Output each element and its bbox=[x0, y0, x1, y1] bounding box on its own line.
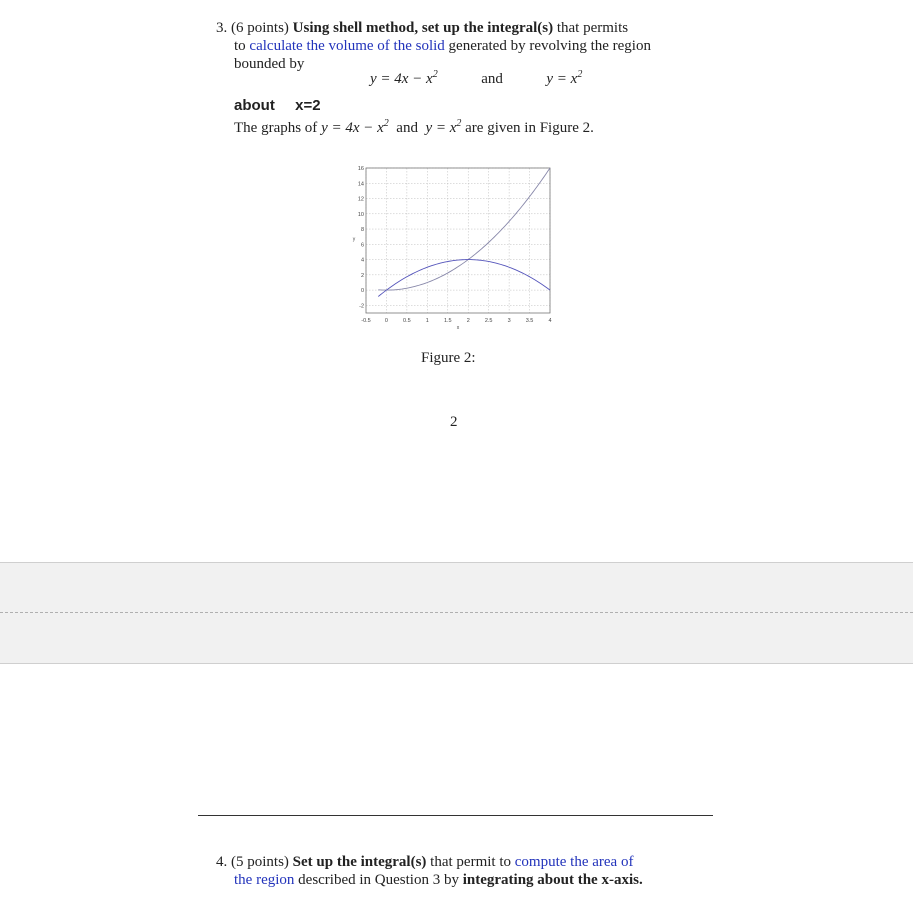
question-4 bbox=[216, 853, 713, 889]
question-points: (6 points) bbox=[231, 20, 289, 36]
about-line bbox=[234, 97, 321, 114]
y-tick-label: 4 bbox=[360, 257, 364, 264]
figure-caption: Figure 2: bbox=[421, 350, 476, 366]
x-tick-label: 4 bbox=[548, 318, 552, 324]
question-text: that permits bbox=[556, 20, 629, 36]
question-bold-phrase: Using shell method, set up the integral(s) bbox=[292, 20, 554, 36]
equation-and: and bbox=[481, 71, 503, 87]
page-number: 2 bbox=[450, 414, 458, 430]
question-text: described in Question 3 by bbox=[298, 872, 459, 888]
y-tick-label: 2 bbox=[360, 272, 364, 279]
x-tick-label: 0 bbox=[384, 318, 388, 324]
question-text: to bbox=[234, 38, 246, 54]
y-tick-label: 16 bbox=[357, 166, 364, 172]
question-points: (5 points) bbox=[231, 854, 289, 870]
y-tick-label: 12 bbox=[357, 196, 364, 203]
x-tick-label: 3.5 bbox=[525, 318, 534, 324]
graphs-statement: The graphs of $y = 4x - x^2$ and $y = x^2$ are given in Figure 2. bbox=[234, 118, 594, 136]
question-bold-phrase: integrating about the x-axis. bbox=[462, 872, 643, 888]
series-line-1 bbox=[378, 168, 550, 290]
x-tick-label: -0.5 bbox=[361, 318, 371, 324]
y-axis-label: y bbox=[352, 236, 356, 243]
x-axis-label: x bbox=[456, 325, 460, 331]
equation-row bbox=[370, 71, 582, 88]
y-tick-label: 10 bbox=[357, 211, 364, 218]
question-3 bbox=[216, 19, 713, 73]
y-tick-label: 6 bbox=[360, 242, 364, 249]
series-line-2 bbox=[378, 260, 550, 297]
about-label: about bbox=[234, 97, 275, 114]
page-break-band-top bbox=[0, 562, 913, 613]
page-break-band-bottom bbox=[0, 613, 913, 664]
chart-grid bbox=[366, 168, 550, 313]
chart-frame bbox=[366, 168, 550, 313]
equation-1: $y = 4x - x^2$ bbox=[370, 69, 438, 87]
y-tick-label: 0 bbox=[360, 288, 364, 295]
question-text: that permit to bbox=[430, 854, 511, 870]
question-number: 3. bbox=[216, 20, 228, 36]
x-tick-label: 1 bbox=[425, 318, 429, 324]
about-value: x=2 bbox=[295, 97, 321, 114]
question-text: generated by revolving the region bbox=[448, 38, 651, 54]
question-number: 4. bbox=[216, 854, 228, 870]
y-tick-label: -2 bbox=[359, 303, 364, 310]
question-bold-phrase: Set up the integral(s) bbox=[292, 854, 427, 870]
x-tick-label: 2 bbox=[466, 318, 470, 324]
horizontal-rule bbox=[198, 815, 713, 816]
y-tick-label: 14 bbox=[357, 181, 364, 188]
question-link[interactable]: the region bbox=[234, 872, 295, 888]
equation-2: $y = x^2$ bbox=[546, 69, 583, 87]
x-tick-label: 1.5 bbox=[443, 318, 452, 324]
chart-ticks bbox=[353, 166, 552, 331]
x-tick-label: 3 bbox=[507, 318, 511, 324]
y-tick-label: 8 bbox=[360, 227, 364, 234]
question-link[interactable]: calculate the volume of the solid bbox=[249, 38, 445, 54]
x-tick-label: 0.5 bbox=[403, 318, 411, 324]
question-link[interactable]: compute the area of bbox=[514, 854, 634, 870]
question-text: bounded by bbox=[234, 56, 305, 72]
figure-2-chart bbox=[350, 160, 565, 331]
chart-series bbox=[378, 168, 550, 297]
x-tick-label: 2.5 bbox=[484, 318, 493, 324]
